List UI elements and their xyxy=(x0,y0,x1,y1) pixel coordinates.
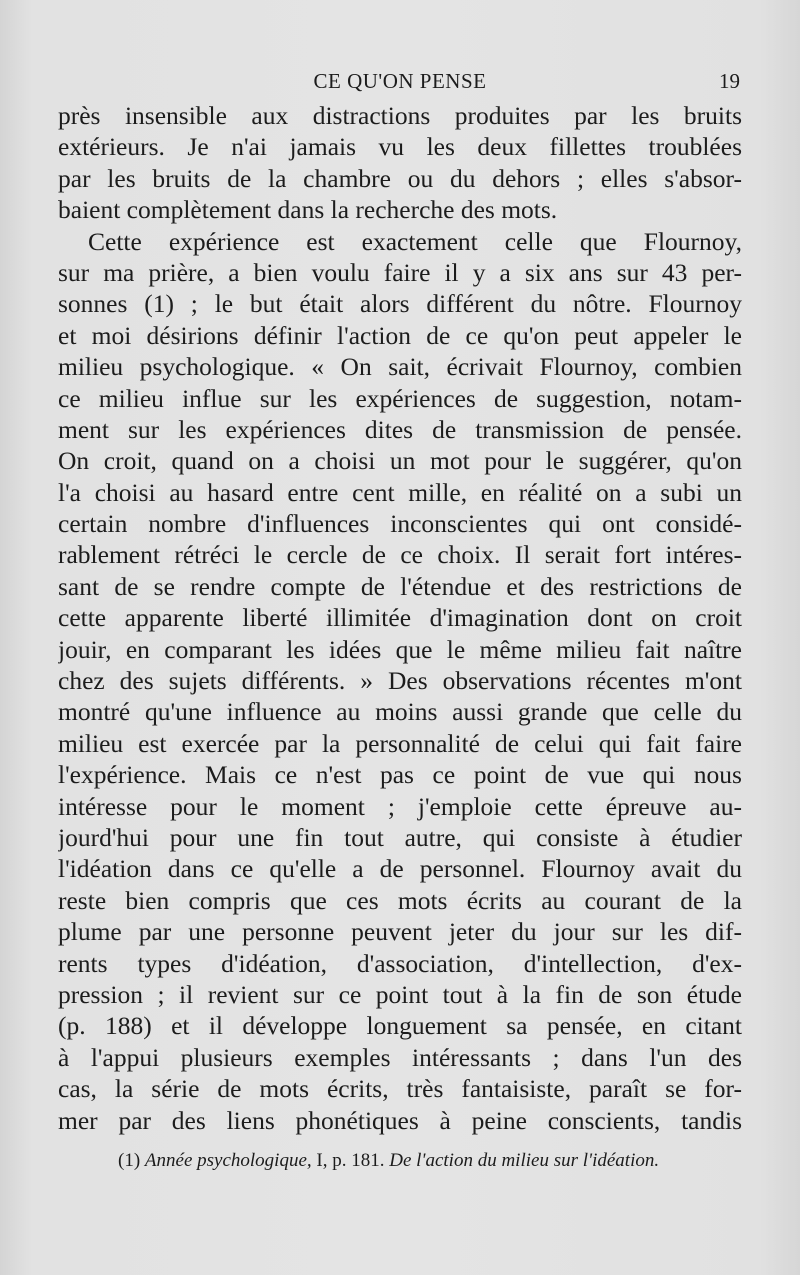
text-line: plume par une personne peuvent jeter du jour sur les dif- xyxy=(58,917,742,947)
text-line: l'a choisi au hasard entre cent mille, en réalité on a subi un xyxy=(58,477,742,507)
text-line: mer par des liens phonétiques à peine conscients, tandis xyxy=(58,1105,742,1135)
footnote-marker: (1) xyxy=(118,1150,141,1171)
text-line: jouir, en comparant les idées que le même milieu fait naître xyxy=(58,634,742,664)
text-line: (p. 188) et il développe longuement sa pensée, en citant xyxy=(58,1011,742,1041)
footnote-title: De l'action du milieu sur l'idéation. xyxy=(389,1150,660,1171)
text-line: sant de se rendre compte de l'étendue et des restrictions de xyxy=(58,571,742,601)
text-line: certain nombre d'influences inconscientes qui ont considé- xyxy=(58,509,742,539)
text-line: rents types d'idéation, d'association, d'intellection, d'ex- xyxy=(58,948,742,978)
text-line: jourd'hui pour une fin tout autre, qui consiste à étudier xyxy=(58,822,742,852)
text-line: chez des sujets différents. » Des observations récentes m'ont xyxy=(58,666,742,696)
text-line: montré qu'une influence au moins aussi grande que celle du xyxy=(58,697,742,727)
text-line: et moi désirions définir l'action de ce qu'on peut appeler le xyxy=(58,320,742,350)
page-header xyxy=(60,66,740,96)
text-line: cas, la série de mots écrits, très fantaisiste, paraît se for- xyxy=(58,1074,742,1104)
text-line: par les bruits de la chambre ou du dehors ; elles s'absor- xyxy=(58,163,742,193)
text-line: reste bien compris que ces mots écrits au courant de la xyxy=(58,885,742,915)
text-line: l'expérience. Mais ce n'est pas ce point de vue qui nous xyxy=(58,760,742,790)
footnote-journal: Année psychologique, xyxy=(144,1150,312,1171)
text-line: On croit, quand on a choisi un mot pour le suggérer, qu'on xyxy=(58,446,742,476)
text-line: baient complètement dans la recherche des mots. xyxy=(58,195,558,225)
text-line: sur ma prière, a bien voulu faire il y a six ans sur 43 per- xyxy=(58,257,742,287)
text-line: l'idéation dans ce qu'elle a de personnel. Flournoy avait du xyxy=(58,854,742,884)
body-text xyxy=(58,100,742,1136)
text-line: sonnes (1) ; le but était alors différent du nôtre. Flournoy xyxy=(58,289,742,319)
text-line: extérieurs. Je n'ai jamais vu les deux fillettes troublées xyxy=(58,132,742,162)
running-head: CE QU'ON PENSE xyxy=(313,69,487,93)
text-line: ment sur les expériences dites de transmission de pensée. xyxy=(58,414,742,444)
text-line: pression ; il revient sur ce point tout à la fin de son étude xyxy=(58,979,742,1009)
text-line: près insensible aux distractions produites par les bruits xyxy=(58,101,742,130)
page-number: 19 xyxy=(719,69,740,93)
text-line: à l'appui plusieurs exemples intéressants ; dans l'un des xyxy=(58,1042,742,1072)
text-line: milieu est exercée par la personnalité de celui qui fait faire xyxy=(58,728,742,758)
footnote-reference: I, p. 181. xyxy=(316,1150,385,1171)
text-line: ce milieu influe sur les expériences de suggestion, notam- xyxy=(58,383,742,413)
text-line: cette apparente liberté illimitée d'imagination dont on croit xyxy=(58,603,742,633)
text-line: milieu psychologique. « On sait, écrivait Flournoy, combien xyxy=(58,352,742,382)
text-line: Cette expérience est exactement celle que Flournoy, xyxy=(88,226,742,256)
text-line: rablement rétréci le cercle de ce choix. Il serait fort intéres- xyxy=(58,540,742,570)
footnote xyxy=(118,1148,748,1174)
text-line: intéresse pour le moment ; j'emploie cette épreuve au- xyxy=(58,791,742,821)
